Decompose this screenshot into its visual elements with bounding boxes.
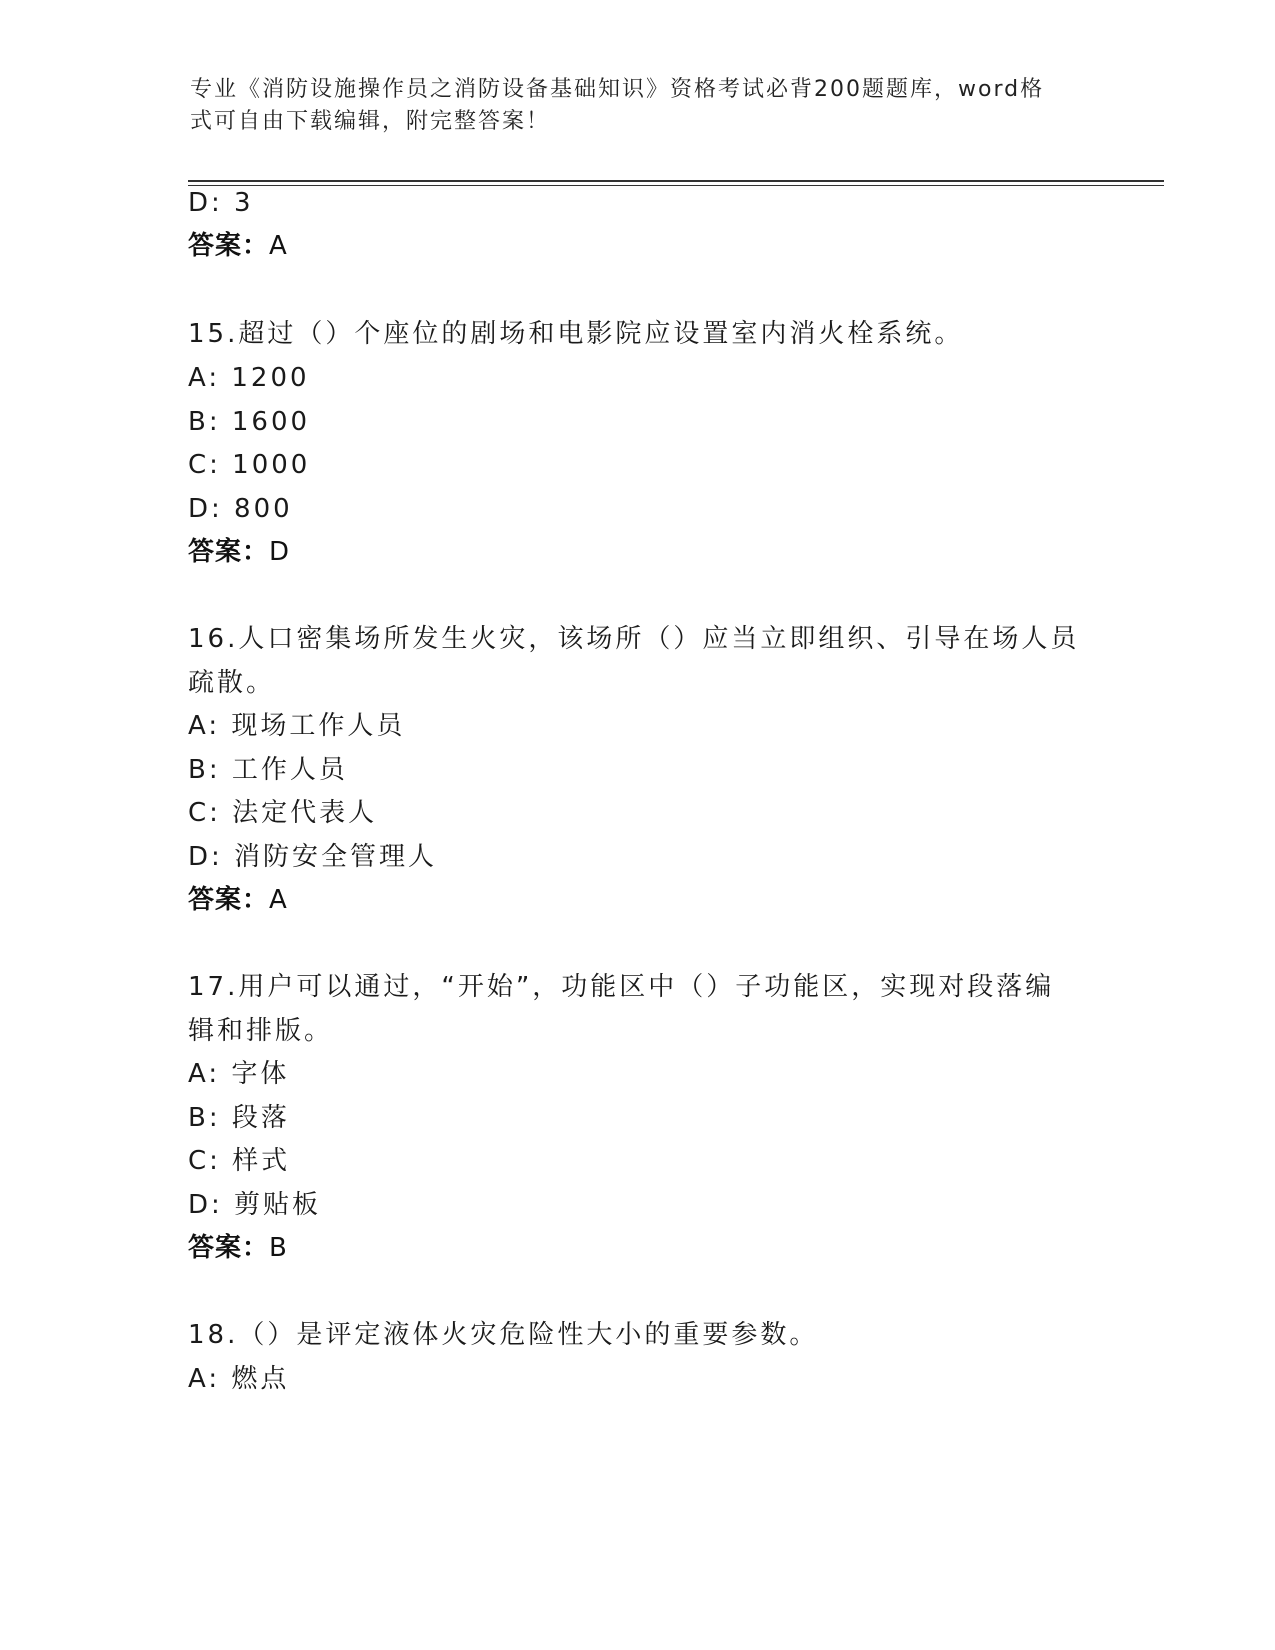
document-header (190, 74, 1090, 138)
q15-question: 15.超过（）个座位的剧场和电影院应设置室内消火栓系统。 (188, 319, 964, 349)
q18-question: 18.（）是评定液体火灾危险性大小的重要参数。 (188, 1320, 819, 1350)
answer-label: 答案： (188, 537, 270, 567)
q16-answer (188, 883, 288, 917)
answer-label: 答案： (188, 885, 270, 915)
q16-option-a: A: 现场工作人员 (188, 711, 406, 741)
prev-answer (188, 229, 288, 263)
answer-value: B (269, 1233, 288, 1263)
q17-option-c: C: 样式 (188, 1146, 291, 1176)
q16-option-c: C: 法定代表人 (188, 798, 378, 828)
answer-value: D (269, 537, 291, 567)
q17-question-line-1: 17.用户可以通过，“开始”，功能区中（）子功能区，实现对段落编 (188, 972, 1055, 1002)
answer-value: A (269, 231, 288, 261)
q16-question-line-2: 疏散。 (188, 668, 276, 698)
q17-question-line-2: 辑和排版。 (188, 1016, 334, 1046)
q15-option-a: A: 1200 (188, 363, 310, 393)
q16-question-line-1: 16.人口密集场所发生火灾，该场所（）应当立即组织、引导在场人员 (188, 624, 1080, 654)
header-divider-thick (188, 180, 1164, 182)
answer-value: A (269, 885, 288, 915)
q17-option-b: B: 段落 (188, 1103, 290, 1133)
header-divider-thin (188, 185, 1164, 186)
q17-option-a: A: 字体 (188, 1059, 290, 1089)
q17-option-d: D: 剪贴板 (188, 1190, 322, 1220)
q16-option-b: B: 工作人员 (188, 755, 348, 785)
q18-option-a: A: 燃点 (188, 1364, 290, 1394)
header-line-2: 式可自由下载编辑，附完整答案！ (190, 109, 551, 134)
q15-option-d: D: 800 (188, 494, 293, 524)
answer-label: 答案： (188, 1233, 270, 1263)
q15-answer (188, 535, 290, 569)
q16-option-d: D: 消防安全管理人 (188, 842, 438, 872)
header-line-1: 专业《消防设施操作员之消防设备基础知识》资格考试必背200题题库，word格 (190, 77, 1045, 102)
prev-option-d: D: 3 (188, 188, 254, 218)
q17-answer (188, 1231, 288, 1265)
answer-label: 答案： (188, 231, 270, 261)
q15-option-b: B: 1600 (188, 407, 311, 437)
q15-option-c: C: 1000 (188, 450, 311, 480)
